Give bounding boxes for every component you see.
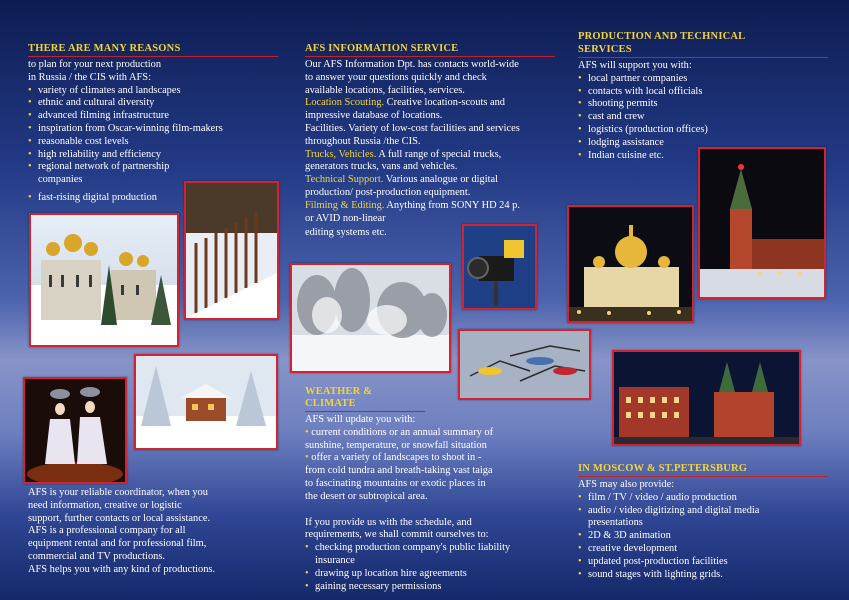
list-item: • high reliability and efficiency	[28, 148, 162, 160]
red-square-photo	[612, 350, 801, 446]
kremlin-tower-photo	[698, 147, 826, 299]
list-item: • lodging assistance	[578, 136, 664, 148]
list-item: • sound stages with lighting grids.	[578, 568, 723, 580]
list-item: • cast and crew	[578, 111, 645, 123]
list-item: • updated post-production facilities	[578, 555, 728, 567]
production-section: PRODUCTION AND TECHNICAL SERVICES AFS will support you with: • local partner companies • contacts with local officials • shooting permits • cast and crew • logistics (production offices) • lodging assistance • Indian cuisine etc.	[578, 31, 828, 162]
production-heading-2: SERVICES	[578, 44, 828, 58]
info-service-heading: AFS INFORMATION SERVICE	[305, 43, 555, 57]
about-afs-text: AFS is your reliable coordinator, when you need information, creative or logistic support, further contacts or local assistance. AFS is a professional company for all equipment rental and for professional film, commercial and TV productions. AFS helps you with any kind of productions.	[28, 487, 216, 575]
reasons-intro-1: to plan for your next production	[28, 59, 162, 70]
list-item: • Indian cuisine etc.	[578, 149, 664, 161]
moscow-list	[578, 492, 828, 582]
snowy-house-photo	[134, 354, 278, 450]
kremlin-cathedral-photo	[29, 213, 179, 347]
list-item: • film / TV / video / audio production	[578, 491, 737, 503]
list-item: • audio / video digitizing and digital media presentations	[578, 504, 760, 529]
list-item: • shooting permits	[578, 98, 658, 110]
list-item: • inspiration from Oscar-winning film-makers	[28, 122, 223, 134]
commitments-list	[305, 542, 555, 593]
film-camera-photo	[462, 224, 537, 310]
info-service-section: AFS INFORMATION SERVICE Our AFS Information Dpt. has contacts world-wide to answer your questions quickly and check available locations, facilities, services. Location Scouting. Creative location-scouts and impressive database of locations. Facilities. Variety of low-cost facilities and services throughout Russia /the CIS. Trucks, Vehicles. A full range of special trucks, generators trucks, vans and vehicles. Technical Support. Various analogue or digital production/ post-production equipment. Filming & Editing. Anything from SONY HD 24 p. or AVID non-linear editing systems etc.	[305, 43, 555, 240]
reasons-intro-2: in Russia / the CIS with AFS:	[28, 71, 151, 83]
list-item: • ethnic and cultural diversity	[28, 97, 155, 109]
weather-heading: WEATHER & CLIMATE	[305, 386, 425, 412]
weather-section: WEATHER & CLIMATE AFS will update you with: • current conditions or an annual summary of sunshine, temperature, or snowfall situation • offer a variety of landscapes to shoot in - from cold tundra and breath-taking vast taiga to fascinating mountains or exotic places in the desert or subtropical area. If you provide us with the schedule, and requirements, we shall commit ourselves to: • checking production company's public liability insurance • drawing up location hire agreements • gaining necessary permissions	[305, 386, 555, 593]
list-item: • advanced filming infrastructure	[28, 110, 169, 122]
list-item: • creative development	[578, 542, 678, 554]
list-item: • checking production company's public liability insurance	[305, 542, 511, 566]
winter-forest-photo	[290, 263, 451, 373]
dancers-photo	[23, 377, 127, 484]
list-item: • 2D & 3D animation	[578, 530, 671, 542]
moscow-heading: IN MOSCOW & ST.PETERSBURG	[578, 463, 828, 477]
snowy-fence-photo	[184, 181, 279, 320]
list-item: • reasonable cost levels	[28, 135, 129, 147]
list-item: • variety of climates and landscapes	[28, 84, 181, 96]
list-item: • fast-rising digital production	[28, 191, 157, 203]
moscow-section: IN MOSCOW & ST.PETERSBURG AFS may also provide: • film / TV / video / audio production • audio / video digitizing and digital media presentations • 2D & 3D animation • creative development • updated post-production facilities • sound stages with lighting grids.	[578, 463, 828, 581]
list-item: • regional network of partnership companies	[28, 161, 170, 186]
production-heading-1: PRODUCTION AND TECHNICAL	[578, 31, 746, 42]
reasons-heading: THERE ARE MANY REASONS	[28, 43, 278, 57]
list-item: • logistics (production offices)	[578, 123, 708, 135]
list-item: • contacts with local officials	[578, 85, 703, 97]
cathedral-night-photo	[567, 205, 694, 323]
list-item: • gaining necessary permissions	[305, 580, 442, 592]
list-item: • drawing up location hire agreements	[305, 567, 467, 579]
aircraft-photo	[458, 329, 591, 400]
list-item: • local partner companies	[578, 72, 688, 84]
